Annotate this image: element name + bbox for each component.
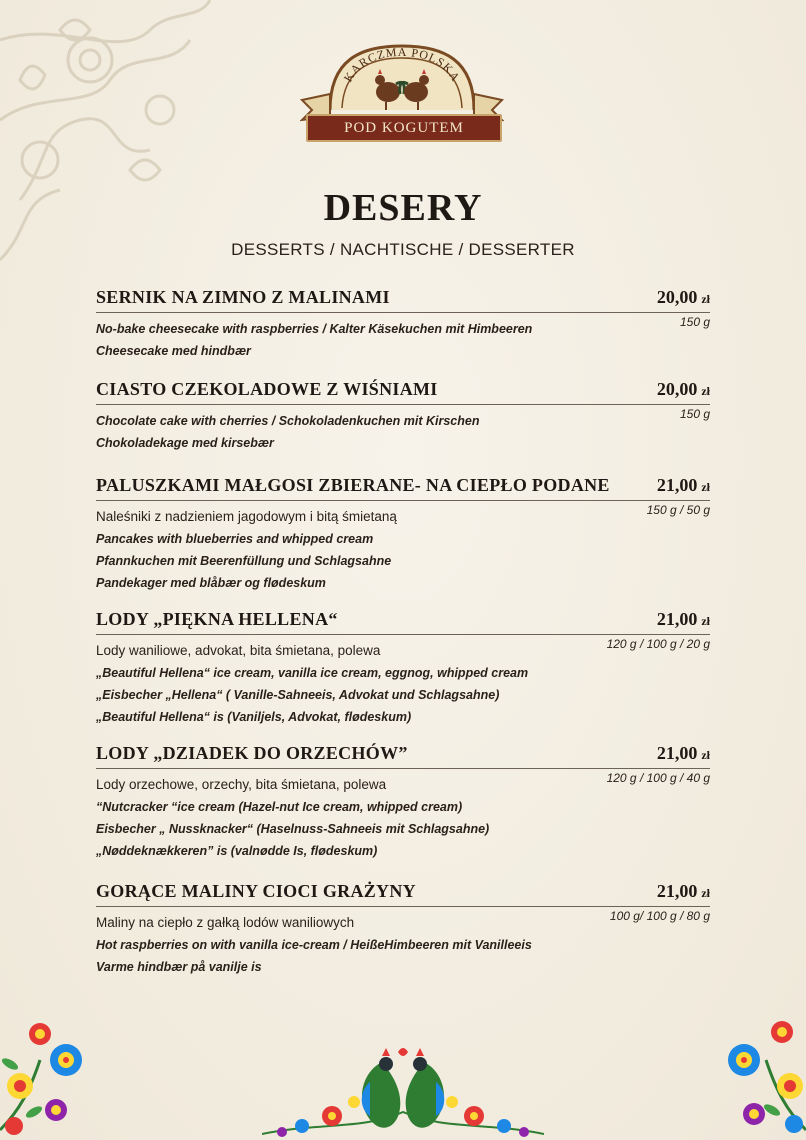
- item-name: GORĄCE MALINY CIOCI GRAŻYNY: [96, 881, 416, 901]
- item-name: LODY „PIĘKNA HELLENA“: [96, 609, 338, 629]
- item-description-line: Hot raspberries on with vanilla ice-cream / HeißeHimbeeren mit Vanilleeis: [96, 938, 532, 952]
- menu-item: [96, 284, 710, 362]
- item-description-line: Pandekager med blåbær og flødeskum: [96, 576, 326, 590]
- item-price: 21,00 zł: [656, 475, 710, 495]
- item-description-line: “Nutcracker “ice cream (Hazel-nut Ice cream, whipped cream): [96, 800, 463, 814]
- item-weight: 120 g / 100 g / 20 g: [606, 637, 710, 651]
- currency-label: zł: [701, 292, 710, 306]
- menu-item: [96, 606, 710, 728]
- menu-item: [96, 472, 710, 594]
- item-description-line: „Beautiful Hellena“ is (Vaniljels, Advokat, flødeskum): [96, 710, 412, 724]
- item-description-line: Cheesecake med hindbær: [96, 344, 251, 358]
- item-name: SERNIK NA ZIMNO Z MALINAMI: [96, 287, 390, 307]
- menu-item: [96, 376, 710, 454]
- currency-label: zł: [701, 614, 710, 628]
- item-description-line: „Beautiful Hellena“ ice cream, vanilla ice cream, eggnog, whipped cream: [96, 666, 529, 680]
- restaurant-logo: [300, 40, 504, 144]
- item-weight: 150 g / 50 g: [646, 503, 710, 517]
- item-description-line: Varme hindbær på vanilje is: [96, 960, 262, 974]
- item-price: 21,00 zł: [656, 881, 710, 901]
- logo-top-text: KARCZMA POLSKA: [340, 44, 464, 85]
- item-description-line: Chocolate cake with cherries / Schokoladenkuchen mit Kirschen: [96, 414, 480, 428]
- item-name: PALUSZKAMI MAŁGOSI ZBIERANE- NA CIEPŁO PODANE: [96, 475, 610, 495]
- item-weight: 120 g / 100 g / 40 g: [606, 771, 710, 785]
- item-description-line: Chokoladekage med kirsebær: [96, 436, 274, 450]
- item-description-line: Eisbecher „ Nussknacker“ (Haselnuss-Sahneeis mit Schlagsahne): [96, 822, 490, 836]
- item-price: 21,00 zł: [656, 609, 710, 629]
- folk-flower-icon: [716, 1020, 806, 1140]
- item-description-line: Pancakes with blueberries and whipped cream: [96, 532, 374, 546]
- item-description-line: Lody waniliowe, advokat, bita śmietana, polewa: [96, 643, 381, 658]
- item-price: 21,00 zł: [656, 743, 710, 763]
- logo-plate-text: POD KOGUTEM: [306, 114, 502, 142]
- folk-roosters-icon: [262, 1042, 544, 1140]
- item-weight: 100 g/ 100 g / 80 g: [609, 909, 710, 923]
- menu-item: [96, 878, 710, 978]
- item-weight: 150 g: [679, 315, 710, 329]
- item-description-line: „Nøddeknækkeren” is (valnødde Is, flødeskum): [96, 844, 378, 858]
- item-description-line: Pfannkuchen mit Beerenfüllung und Schlagsahne: [96, 554, 392, 568]
- currency-label: zł: [701, 384, 710, 398]
- currency-label: zł: [701, 748, 710, 762]
- item-description-line: No-bake cheesecake with raspberries / Kalter Käsekuchen mit Himbeeren: [96, 322, 533, 336]
- folk-flower-icon: [0, 1020, 90, 1140]
- currency-label: zł: [701, 480, 710, 494]
- item-price: 20,00 zł: [656, 379, 710, 399]
- item-description-line: Maliny na ciepło z gałką lodów waniliowych: [96, 915, 355, 930]
- item-description-line: Naleśniki z nadzieniem jagodowym i bitą śmietaną: [96, 509, 397, 524]
- item-description-line: „Eisbecher „Hellena“ ( Vanille-Sahneeis, Advokat und Schlagsahne): [96, 688, 500, 702]
- item-weight: 150 g: [679, 407, 710, 421]
- item-name: CIASTO CZEKOLADOWE Z WIŚNIAMI: [96, 379, 438, 399]
- menu-item: [96, 740, 710, 862]
- item-description-line: Lody orzechowe, orzechy, bita śmietana, polewa: [96, 777, 387, 792]
- item-name: LODY „DZIADEK DO ORZECHÓW”: [96, 743, 408, 763]
- currency-label: zł: [701, 886, 710, 900]
- page-title: DESERY: [323, 187, 483, 229]
- item-price: 20,00 zł: [656, 287, 710, 307]
- page-subtitle: DESSERTS / NACHTISCHE / DESSERTER: [231, 240, 575, 259]
